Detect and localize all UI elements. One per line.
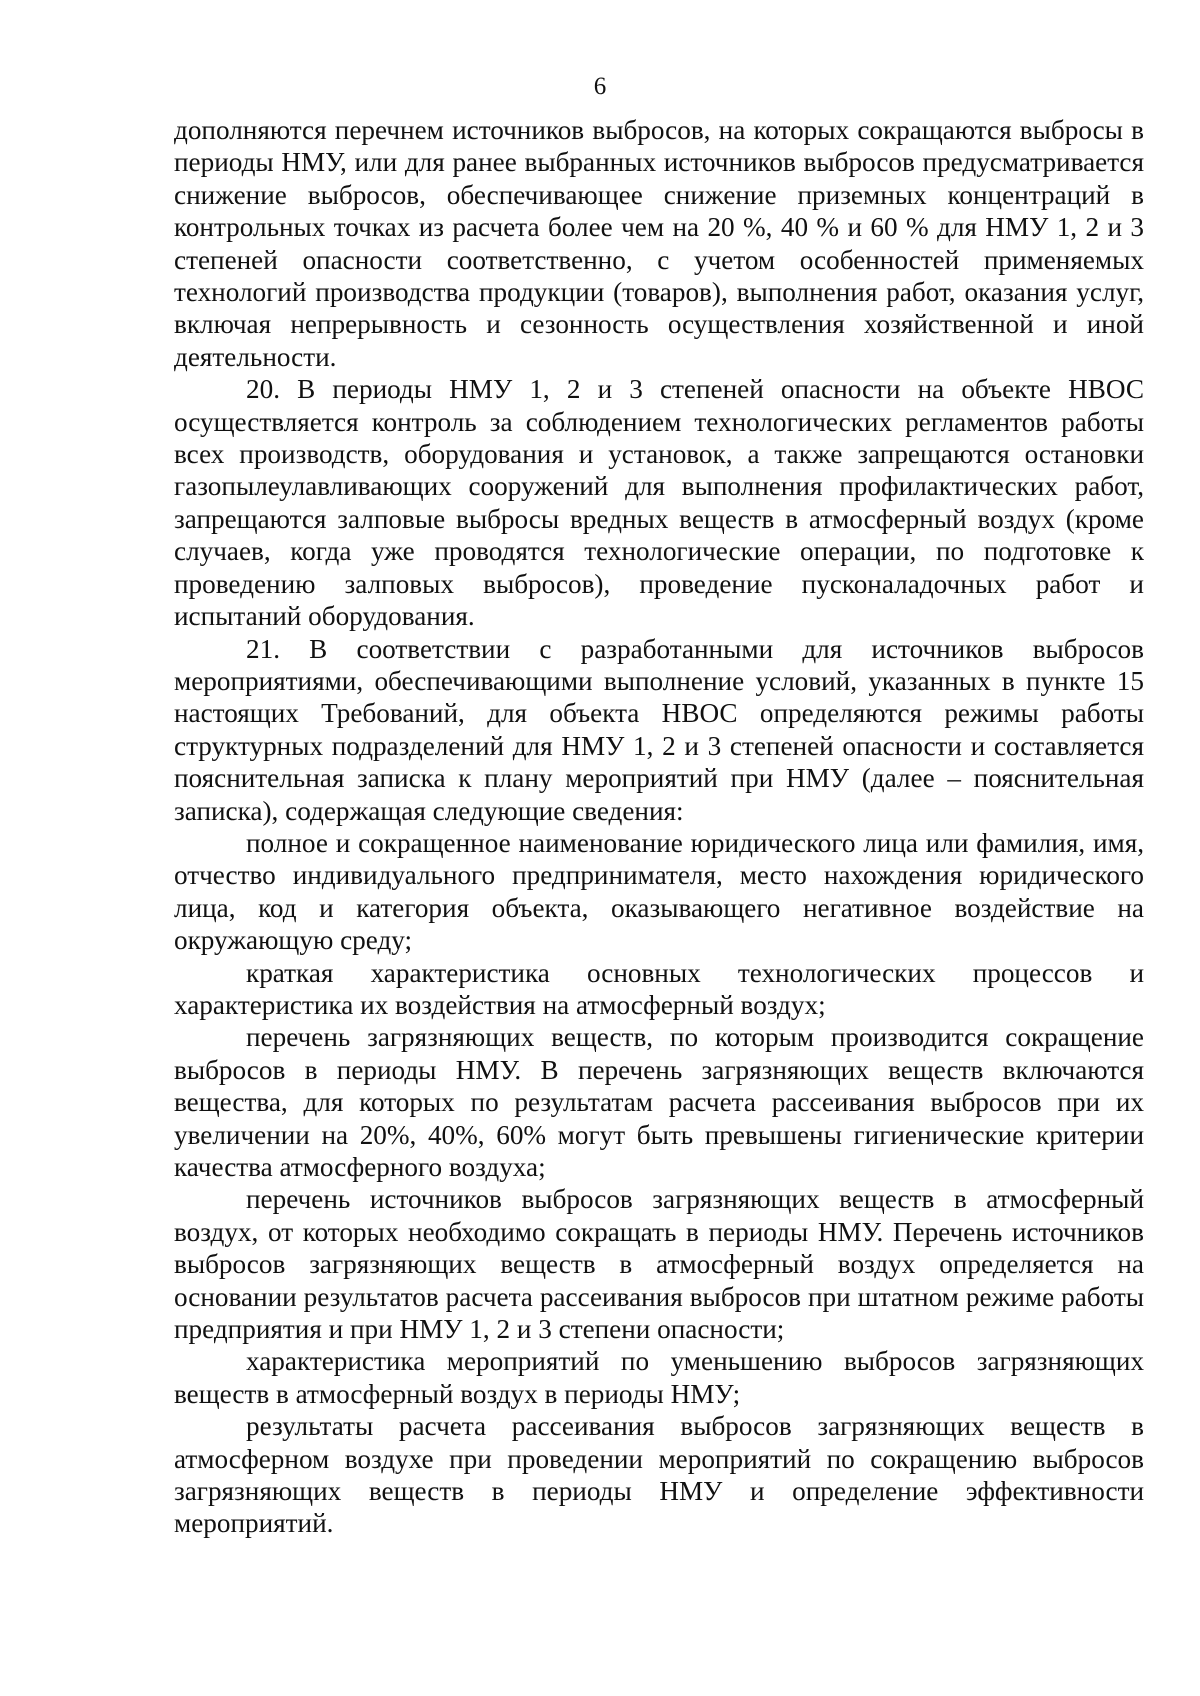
paragraph-continuation: дополняются перечнем источников выбросов, на которых сокращаются выбросы в периоды НМУ, или для ранее выбранных источников выбросов предусматривается снижение выбросов, обеспечивающее снижение приземных концентраций в контрольных точках из расчета более чем на 20 %, 40 % и 60 % для НМУ 1, 2 и 3 степеней опасности соответственно, с учетом особенностей применяемых технологий производства продукции (товаров), выполнения работ, оказания услуг, включая непрерывность и сезонность осуществления хозяйственной и иной деятельности. [174, 115, 1144, 372]
list-item-measures-characteristics: характеристика мероприятий по уменьшению выбросов загрязняющих веществ в атмосферный воздух в периоды НМУ; [174, 1346, 1144, 1409]
list-item-process-characteristics: краткая характеристика основных технологических процессов и характеристика их воздействия на атмосферный воздух; [174, 957, 1144, 1020]
list-item-legal-entity-name: полное и сокращенное наименование юридического лица или фамилия, имя, отчество индивидуального предпринимателя, место нахождения юридического лица, код и категория объекта, оказывающего негативное воздействие на окружающую среду; [174, 827, 1144, 956]
paragraph-item-20: 20. В периоды НМУ 1, 2 и 3 степеней опасности на объекте НВОС осуществляется контроль за соблюдением технологических регламентов работы всех производств, оборудования и установок, а также запрещаются остановки газопылеулавливающих сооружений для выполнения профилактических работ, запрещаются залповые выбросы вредных веществ в атмосферный воздух (кроме случаев, когда уже проводятся технологические операции, по подготовке к проведению залповых выбросов), проведение пусконаладочных работ и испытаний оборудования. [174, 374, 1144, 632]
paragraph-item-21: 21. В соответствии с разработанными для источников выбросов мероприятиями, обеспечивающими выполнение условий, указанных в пункте 15 настоящих Требований, для объекта НВОС определяются режимы работы структурных подразделений для НМУ 1, 2 и 3 степеней опасности и составляется пояснительная записка к плану мероприятий при НМУ (далее – пояснительная записка), содержащая следующие сведения: [174, 633, 1144, 826]
page-number: 6 [593, 73, 607, 100]
list-item-pollutants-list: перечень загрязняющих веществ, по которым производится сокращение выбросов в периоды НМУ. В перечень загрязняющих веществ включаются вещества, для которых по результатам расчета рассеивания выбросов при их увеличении на 20%, 40%, 60% могут быть превышены гигиенические критерии качества атмосферного воздуха; [174, 1022, 1144, 1182]
list-item-emission-sources-list: перечень источников выбросов загрязняющих веществ в атмосферный воздух, от которых необходимо сокращать в периоды НМУ. Перечень источников выбросов загрязняющих веществ в атмосферный воздух определяется на основании результатов расчета рассеивания выбросов при штатном режиме работы предприятия и при НМУ 1, 2 и 3 степени опасности; [174, 1184, 1144, 1345]
list-item-dispersion-results: результаты расчета рассеивания выбросов загрязняющих веществ в атмосферном воздухе при проведении мероприятий по сокращению выбросов загрязняющих веществ в периоды НМУ и определение эффективности мероприятий. [174, 1411, 1144, 1539]
document-body [174, 114, 1144, 1540]
